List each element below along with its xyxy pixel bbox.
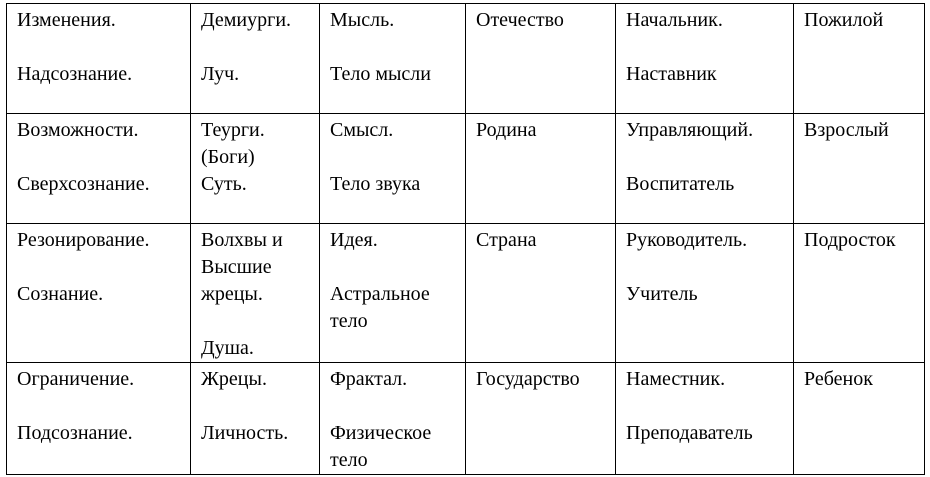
table-cell: Ограничение. Подсознание. <box>7 363 191 475</box>
table-cell: Пожилой <box>794 4 925 114</box>
table-cell: Идея. Астральное тело <box>320 224 466 363</box>
table-cell: Руководитель. Учитель <box>616 224 794 363</box>
table-cell: Демиурги. Луч. <box>191 4 320 114</box>
table-cell: Мысль. Тело мысли <box>320 4 466 114</box>
table-cell: Взрослый <box>794 114 925 224</box>
table-cell: Ребенок <box>794 363 925 475</box>
table-cell: Родина <box>466 114 616 224</box>
table-cell: Управляющий. Воспитатель <box>616 114 794 224</box>
table-row <box>7 114 925 224</box>
table-cell: Изменения. Надсознание. <box>7 4 191 114</box>
table-cell: Теурги. (Боги) Суть. <box>191 114 320 224</box>
document-table-container <box>6 3 925 475</box>
table-cell: Резонирование. Сознание. <box>7 224 191 363</box>
table-row <box>7 363 925 475</box>
table-cell: Волхвы и Высшие жрецы. Душа. <box>191 224 320 363</box>
table-cell: Фрактал. Физическое тело <box>320 363 466 475</box>
table-row <box>7 4 925 114</box>
table-cell: Подросток <box>794 224 925 363</box>
table-cell: Страна <box>466 224 616 363</box>
table-row <box>7 224 925 363</box>
table-cell: Отечество <box>466 4 616 114</box>
table-cell: Возможности. Сверхсознание. <box>7 114 191 224</box>
table-cell: Жрецы. Личность. <box>191 363 320 475</box>
table-cell: Начальник. Наставник <box>616 4 794 114</box>
table-cell: Смысл. Тело звука <box>320 114 466 224</box>
correspondence-table <box>6 3 925 475</box>
table-cell: Наместник. Преподаватель <box>616 363 794 475</box>
table-cell: Государство <box>466 363 616 475</box>
